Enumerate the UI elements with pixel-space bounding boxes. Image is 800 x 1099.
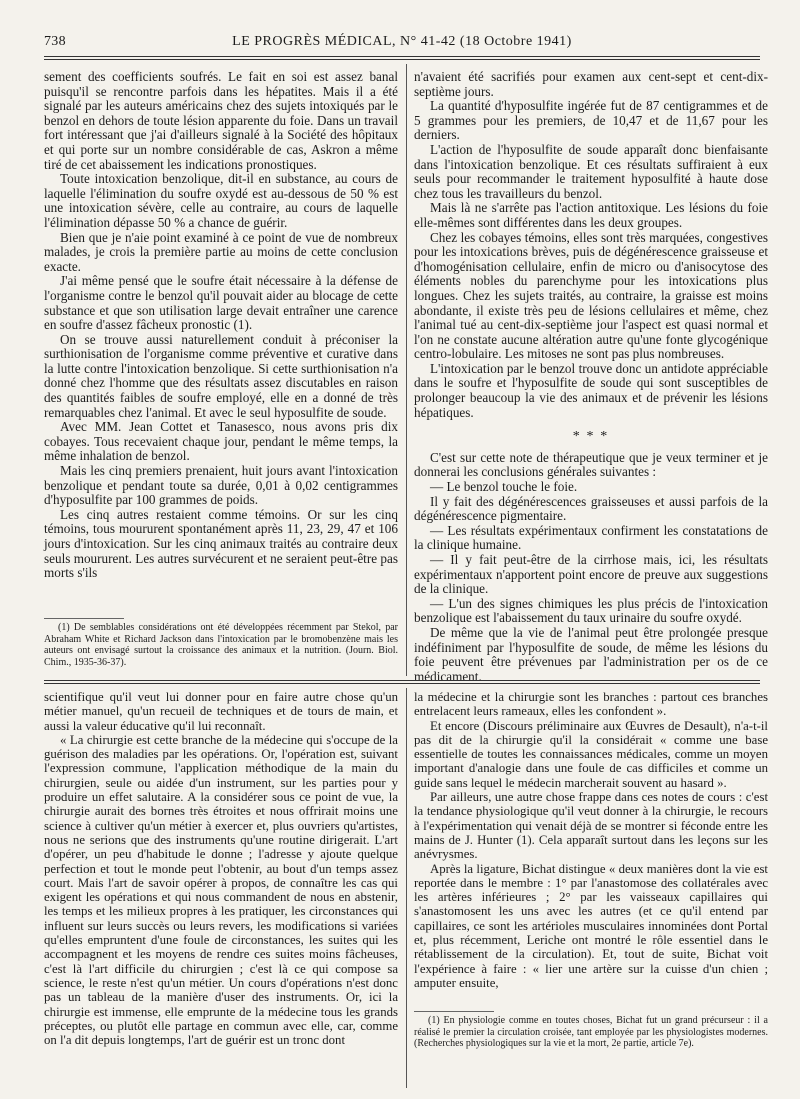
- paragraph: Par ailleurs, une autre chose frappe dans ces notes de cours : c'est la tendance physiologique qu'il veut donner à la chirurgie, le recours à l'expérimentation qui venait déjà de se montrer si féconde entre les mains de J. Hunter (1). Cela apparaît surtout dans les leçons sur les anévrysmes.: [414, 790, 768, 862]
- paragraph: « La chirurgie est cette branche de la médecine qui s'occupe de la guérison des maladies par les opérations. Or, l'opération est, suivant l'expression commune, l'application méthodique de la main du chirurgien, seule ou aidée d'un instrument, sur les parties pour y produire un effet salutaire. A la considérer sous ce point de vue, la chirurgie aurait des bornes très étroites et nous offrirait moins une science à cultiver qu'un métier à exercer et, plus ouvriers qu'artistes, nous ne serions que des instruments qu'une routine dirigerait. L'art d'opérer, un peu d'habitude le donne ; l'adresse y ajoute quelque perfection et tout le monde peut l'obtenir, au bout d'un temps assez court. Mais l'art de savoir opérer à propos, de connaître les cas qui exigent les opérations et qui nous commandent de nous en abstenir, les temps et les milieux propres à les pratiquer, les circonstances qui influent sur leurs succès ou leurs revers, les modifications si variées qu'elles empruntent d'une foule de circonstances, les suites qui les accompagnent et les moyens de rendre ces suites moins fâcheuses, c'est là l'art difficile du chirurgien ; c'est là ce qui compose sa science, le reste n'est qu'un métier. Un cours d'opérations n'est donc pas un tableau de la manière d'user des instruments. Or, ici la chirurgie est immense, elle emprunte de la médecine tous les grands préceptes, ou plutôt elle partage en commun avec elle, car, comme on l'a dit depuis longtemps, l'art de guérir est un tronc dont: [44, 732, 398, 1048]
- section-rule-double: [44, 683, 760, 684]
- paragraph: La quantité d'hyposulfite ingérée fut de 87 centigrammes et de 5 grammes pour les premiers, de 10,47 et de 11,67 pour les derniers.: [414, 98, 768, 143]
- paragraph: n'avaient été sacrifiés pour examen aux cent-sept et cent-dix-septième jours.: [414, 69, 768, 99]
- footnote-rule: [414, 1011, 494, 1012]
- paragraph: Après la ligature, Bichat distingue « deux manières dont la vie est reportée dans le membre : 1° par l'anastomose des collatérales avec les artères inférieures ; 2° par les vaisseaux capillaires qui s'anastomosent les uns avec les autres (et ce qu'il entend par capillaires, ce sont les artérioles musculaires innominées dont Portal et, plus récemment, Leriche ont montré le rôle essentiel dans le rétablissement de la circulation). Et, tout de suite, Bichat voit l'expérience à faire : « lier une artère sur la cuisse d'un chien ; amputer ensuite,: [414, 861, 768, 990]
- paragraph: On se trouve aussi naturellement conduit à préconiser la surthionisation de l'organisme comme préventive et curative dans la lutte contre l'intoxication benzolique. Si cette surthionisation n'a donné chez l'homme que des résultats assez discutables en raison des quantités faibles de soufre employé, elle en a donné de très remarquables chez l'animal. Et avec le seul hyposulfite de soude.: [44, 331, 398, 420]
- paragraph: Les cinq autres restaient comme témoins. Or sur les cinq témoins, tous moururent spontanément après 11, 23, 29, 47 et 106 jours d'intoxication. Sur les cinq animaux traités au contraire deux seuls moururent. Les autres survécurent et ne seraient peut-être pas morts s'ils: [44, 506, 398, 581]
- footnote-rule: [44, 618, 124, 619]
- article-column-left: [44, 70, 398, 635]
- second-article-column-left: [44, 690, 398, 1090]
- footnote-text: (1) En physiologie comme en toutes choses, Bichat fut un grand précurseur : il a réalisé le premier la circulation croisée, tant employée par les physiologistes modernes. (Recherches physiologiques sur la vie et la mort, 2e partie, article 7e).: [414, 1015, 768, 1049]
- conclusion-item: — Le benzol touche le foie.: [430, 479, 578, 495]
- paragraph: Mais les cinq premiers prenaient, huit jours avant l'intoxication benzolique et pendant toute sa durée, 0,01 à 0,02 centigrammes d'hyposulfite par 100 grammes de poids.: [44, 463, 398, 508]
- paragraph: Avec MM. Jean Cottet et Tanasesco, nous avons pris dix cobayes. Tous recevaient chaque jour, pendant le même temps, la même inhalation de benzol.: [44, 419, 398, 464]
- paragraph: Toute intoxication benzolique, dit-il en substance, au cours de laquelle l'élimination du soufre oxydé est au-dessous de 50 % est une intoxication sévère, celle au contraire, au cours de laquelle l'élimination dépasse 50 % a chance de guérir.: [44, 171, 398, 230]
- paragraph: J'ai même pensé que le soufre était nécessaire à la défense de l'organisme contre le benzol qu'il pouvait aider au blocage de cette substance et que son utilisation large devait entraîner une carence en soufre d'assez fâcheux pronostic (1).: [44, 273, 398, 333]
- page-number: 738: [44, 34, 66, 49]
- paragraph: Et encore (Discours préliminaire aux Œuvres de Desault), n'a-t-il pas dit de la chirurgie qu'il la considérait « comme une base essentielle de toutes les connaissances médicales, comme un moyen important d'analogie dans une foule de cas difficiles et comme un guide sans lequel le médecin marcherait souvent au hasard ».: [414, 718, 768, 790]
- paragraph: Chez les cobayes témoins, elles sont très marquées, congestives pour les intoxications brèves, puis de dégénérescence graisseuse et d'homogénisation cellulaire, enfin de micro ou d'anisocytose des éléments nobles du parenchyme pour les intoxications plus longues. Chez les sujets traités, au contraire, la graisse est moins abondante, il existe très peu de lésions cellulaires et même, chez l'animal tué au cent-dix-septième jour l'aspect est quasi normal et l'on ne constate aucune altération autre qu'une fonte glycogénique centro-lobulaire. Les mitoses ne sont pas plus nombreuses.: [414, 229, 768, 362]
- article-column-right: [414, 69, 768, 684]
- header-rule: [44, 56, 760, 57]
- journal-title: [104, 34, 700, 50]
- paragraph: L'intoxication par le benzol trouve donc un antidote appréciable dans le soufre et l'hyposulfite de soude qui sont susceptibles de prolonger beaucoup la vie des animaux et de prévenir les lésions hépatiques.: [414, 360, 768, 420]
- footnote-right: [414, 1015, 768, 1050]
- conclusion-item: — Les résultats expérimentaux confirment les constatations de la clinique humaine.: [414, 522, 768, 553]
- section-rule: [44, 680, 760, 681]
- paragraph: sement des coefficients soufrés. Le fait en soi est assez banal puisqu'il se rencontre parfois dans les hépatites. Mais il a été signalé par les auteurs américains chez des sujets intoxiqués par le benzol en dehors de toute lésion apparente du foie. Dans un travail fort intéressant que j'ai d'ailleurs signalé à la Société des hôpitaux et qui porte sur un nombre considérable de cas, Askron a même tiré de cet abaissement les indications pronostiques.: [44, 69, 398, 172]
- paragraph: scientifique qu'il veut lui donner pour en faire autre chose qu'un métier manuel, qu'un recueil de techniques et de tours de main, et aussi la valeur éducative qu'il lui reconnaît.: [44, 690, 398, 733]
- journal-title-text: LE PROGRÈS MÉDICAL, N° 41-42 (18 Octobre 1941): [232, 34, 572, 49]
- paragraph: Bien que je n'aie point examiné à ce point de vue de nombreux malades, je crois la première partie au moins de cette conclusion exacte.: [44, 229, 398, 274]
- conclusion-item: — L'un des signes chimiques les plus précis de l'intoxication benzolique est l'abaissement du taux urinaire du soufre oxydé.: [414, 595, 768, 626]
- column-divider-top: [406, 64, 407, 676]
- paragraph: C'est sur cette note de thérapeutique que je veux terminer et je donnerai les conclusions générales suivantes :: [414, 449, 768, 480]
- paragraph: Mais là ne s'arrête pas l'action antitoxique. Les lésions du foie elle-mêmes sont différentes dans les deux groupes.: [414, 200, 768, 230]
- footnote-left: [44, 622, 398, 668]
- column-divider-bottom: [406, 688, 407, 1088]
- paragraph: la médecine et la chirurgie sont les branches : partout ces branches entrelacent leurs rameaux, elles les confondent ».: [414, 690, 768, 719]
- footnote-text: (1) De semblables considérations ont été développées récemment par Stekol, par Abraham White et Richard Jackson dans l'intoxication par le bromobenzène mais les auteurs ont envisagé surtout la croissance des animaux et la nutrition. (Journ. Biol. Chim., 1935-36-37).: [44, 622, 398, 668]
- header-rule-double: [44, 59, 760, 60]
- conclusion-item: Il y fait des dégénérescences graisseuses et aussi parfois de la dégénérescence pigmentaire.: [414, 493, 768, 524]
- second-article-column-right: [414, 690, 768, 1010]
- section-separator-stars: * * *: [572, 429, 610, 445]
- paragraph: L'action de l'hyposulfite de soude apparaît donc bienfaisante dans l'intoxication benzolique. Et ces résultats suffiraient à eux seuls pour recommander le traitement hyposulfité à haute dose chez tous les travailleurs du benzol.: [414, 141, 768, 201]
- paragraph: De même que la vie de l'animal peut être prolongée presque indéfiniment par l'hyposulfite de soude, de même les lésions du foie peuvent être prévenues par l'administration per os de ce médicament.: [414, 624, 768, 684]
- page-header: [44, 34, 760, 56]
- conclusion-item: — Il y fait peut-être de la cirrhose mais, ici, les résultats expérimentaux n'apportent point encore de preuve aux suggestions de la clinique.: [414, 552, 768, 597]
